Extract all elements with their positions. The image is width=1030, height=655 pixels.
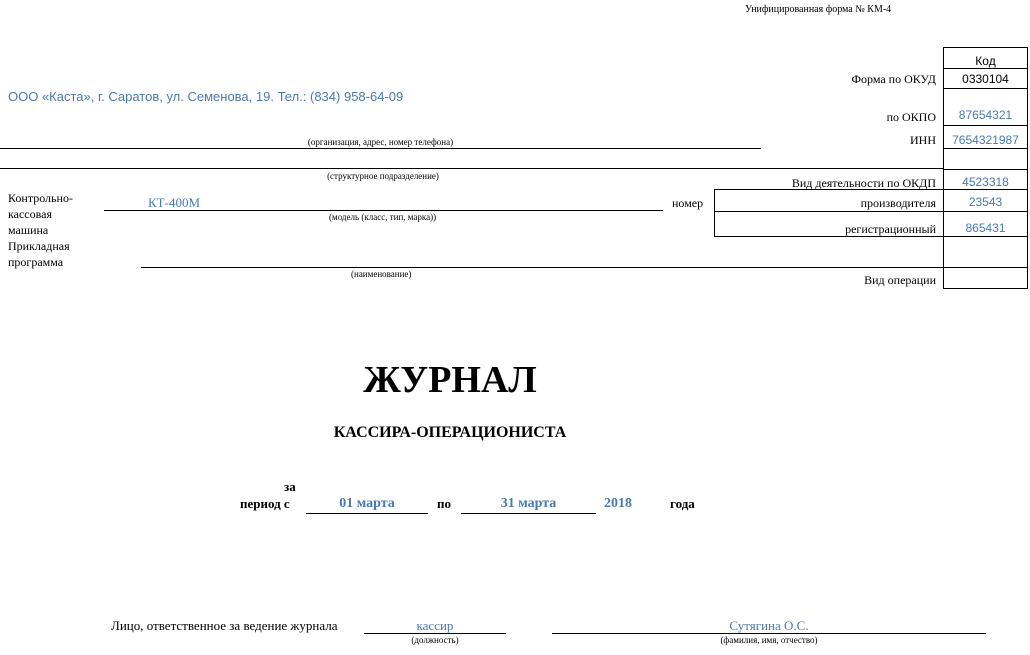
kkm-model-value[interactable]: КТ-400М — [148, 195, 200, 210]
responsible-position-caption: (должность) — [411, 635, 459, 645]
period-from-line — [306, 513, 428, 514]
kkm-label-line-2: кассовая — [8, 207, 52, 221]
organization-value[interactable]: ООО «Каста», г. Саратов, ул. Семенова, 19. Тел.: (834) 958-64-09 — [8, 89, 404, 104]
okpo-code[interactable]: 87654321 — [943, 88, 1028, 126]
kkm-label-line-1: Контрольно- — [8, 191, 73, 205]
inn-label: ИНН — [910, 133, 936, 147]
inn-code[interactable]: 7654321987 — [943, 125, 1028, 149]
manufacturer-code[interactable]: 23543 — [943, 189, 1028, 212]
okud-label: Форма по ОКУД — [851, 72, 936, 86]
period-from-label: период с — [240, 496, 290, 511]
period-to-label: по — [437, 496, 451, 511]
program-code[interactable] — [943, 236, 1028, 268]
okdp-label: Вид деятельности по ОКДП — [791, 176, 936, 190]
kkm-model-caption: (модель (класс, тип, марка)) — [329, 212, 437, 222]
kkm-number-label: номер — [672, 196, 704, 210]
okdp-code[interactable]: 4523318 — [943, 169, 1028, 190]
number-box-divider — [714, 211, 944, 212]
kkm-label — [8, 190, 73, 238]
responsible-position-line — [364, 633, 506, 634]
registration-label: регистрационный — [845, 222, 936, 236]
code-header: Код — [943, 47, 1028, 69]
form-header: Унифицированная форма № КМ-4 — [745, 4, 892, 15]
subdivision-code[interactable] — [943, 148, 1028, 170]
period-za: за — [284, 479, 296, 494]
organization-caption: (организация, адрес, номер телефона) — [307, 137, 454, 147]
operation-code[interactable] — [943, 267, 1028, 289]
operation-label: Вид операции — [864, 273, 936, 287]
responsible-name-line — [552, 633, 986, 634]
period-from-value[interactable]: 01 марта — [339, 496, 395, 511]
manufacturer-label: производителя — [860, 196, 936, 210]
okpo-label: по ОКПО — [886, 110, 936, 124]
kkm-model-line — [104, 210, 663, 211]
responsible-label: Лицо, ответственное за ведение журнала — [111, 618, 338, 633]
responsible-name-caption: (фамилия, имя, отчество) — [720, 635, 818, 645]
okud-code: 0330104 — [943, 68, 1028, 89]
registration-code[interactable]: 865431 — [943, 211, 1028, 237]
period-to-line — [461, 513, 596, 514]
responsible-name-value[interactable]: Сутягина О.С. — [729, 618, 809, 633]
document-title: ЖУРНАЛ — [363, 359, 537, 401]
program-caption: (наименование) — [351, 269, 412, 279]
responsible-position-value[interactable]: кассир — [416, 618, 454, 633]
period-year-label: года — [670, 496, 695, 511]
subdivision-caption: (структурное подразделение) — [327, 171, 439, 181]
subdivision-line[interactable] — [0, 168, 943, 169]
program-line[interactable] — [141, 267, 943, 268]
period-year-value[interactable]: 2018 — [604, 496, 632, 511]
document-subtitle: КАССИРА-ОПЕРАЦИОНИСТА — [333, 424, 567, 441]
kkm-label-line-3: машина — [8, 223, 49, 237]
period-to-value[interactable]: 31 марта — [500, 496, 557, 511]
program-label: Прикладная программа — [8, 239, 70, 269]
organization-line — [0, 148, 761, 149]
